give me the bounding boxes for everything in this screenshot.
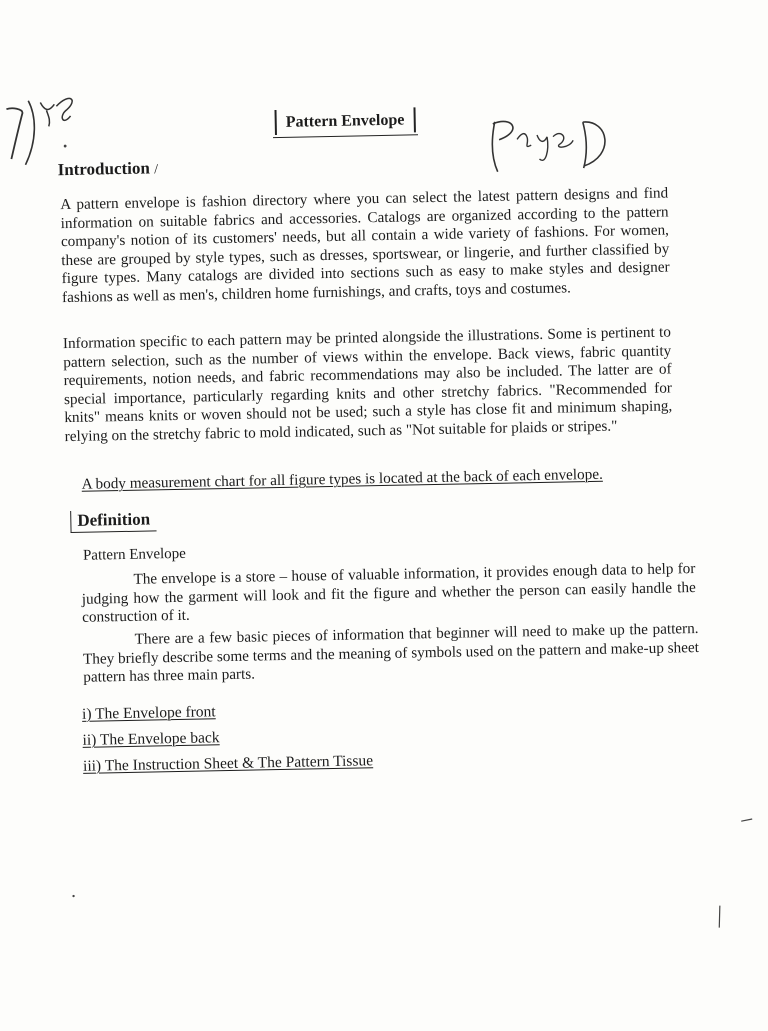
list-item: ii) The Envelope back (82, 729, 220, 749)
list-item: iii) The Instruction Sheet & The Pattern Tissue (82, 752, 374, 775)
intro-paragraph-3: A body measurement chart for all figure types is located at the back of each envelope. (81, 465, 603, 493)
page-title: Pattern Envelope (274, 107, 415, 135)
intro-paragraph-2: Information specific to each pattern may be printed alongside the illustrations. Some is pertinent to pattern selection, such as the number of views within the envelope. Back views, fabric quantity requirements, notion needs, and fabric recommendations may also be included. The latter are of special importance, particularly regarding knits and other stretchy fabrics. "Recommended for knits" means knits or woven should not be used; such a style has close fit and minimum shaping, relying on the stretchy fabric to mold indicated, such as "Not suitable for plaids or stripes." (62, 323, 673, 446)
introduction-heading: Introduction / (57, 158, 159, 180)
definition-paragraph-1: The envelope is a store – house of valuable information, it provides enough data to help for judging how the garment will look and fit the figure and whether the person can easily handle the construction of it. (81, 560, 696, 627)
list-item: i) The Envelope front (81, 703, 216, 723)
handwritten-signature (483, 107, 625, 190)
pattern-envelope-subheading: Pattern Envelope (82, 545, 187, 564)
definition-paragraph-2: There are a few basic pieces of information that beginner will need to make up the pattern. They briefly describe some terms and the meaning of symbols used on the pattern and make-up sheet pattern has three main parts. (82, 619, 700, 686)
definition-heading: Definition (70, 509, 156, 533)
intro-paragraph-1: A pattern envelope is fashion directory where you can select the latest pattern designs and find information on suitable fabrics and accessories. Catalogs are organized according to the pattern company's notion of its customers' needs, but all contain a wide variety of fashions. For women, these are grouped by style types, such as dresses, sportswear, or lingerie, and further classified by figure types. Many catalogs are divided into sections such as easy to make styles and designer fashions as well as men's, children home furnishings, and crafts, toys and costumes. (60, 184, 670, 307)
